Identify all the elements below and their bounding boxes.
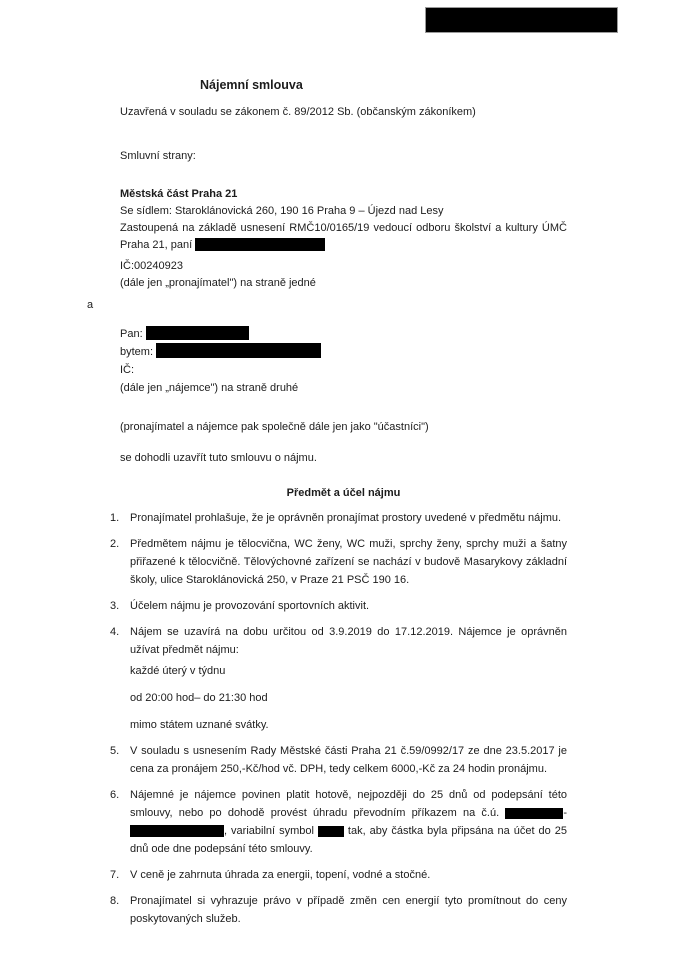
- tenant-name-label: Pan:: [120, 328, 143, 340]
- item-text-segment: tak, aby částka byla připsána na účet do 25 dnů ode dne podepsání této smlouvy.: [130, 825, 567, 855]
- contract-item-4: [110, 623, 567, 734]
- landlord-name: Městská část Praha 21: [120, 188, 238, 200]
- landlord-ic: IČ:00240923: [120, 260, 183, 272]
- item-text: Účelem nájmu je provozování sportovních aktivit.: [130, 600, 370, 612]
- contract-content: [87, 0, 567, 936]
- rental-schedule-day: každé úterý v týdnu: [130, 665, 226, 677]
- landlord-represented-text: Zastoupená na základě usnesení RMČ10/0165/19 vedoucí odboru školství a kultury ÚMČ Praha 21, paní: [120, 222, 567, 251]
- contract-item-5: [110, 742, 567, 778]
- item-text-segment: , variabilní symbol: [224, 825, 318, 837]
- item-number: 3.: [110, 600, 120, 612]
- tenant-ic-label: IČ:: [120, 364, 135, 376]
- document-subtitle: Uzavřená v souladu se zákonem č. 89/2012 Sb. (občanským zákoníkem): [120, 106, 476, 118]
- item-number: 5.: [110, 745, 120, 757]
- tenant-alias: (dále jen „nájemce") na straně druhé: [120, 382, 299, 394]
- rental-schedule-time: od 20:00 hod– do 21:30 hod: [130, 692, 268, 704]
- contract-item-8: [110, 892, 567, 928]
- section-heading: Předmět a účel nájmu: [286, 487, 401, 499]
- contract-item-1: [110, 509, 567, 527]
- agreement-clause: se dohodli uzavřít tuto smlouvu o nájmu.: [120, 452, 317, 464]
- item-body: [130, 786, 567, 858]
- contract-item-2: [110, 535, 567, 589]
- tenant-address-redaction-bar: [156, 343, 321, 358]
- document-title: Nájemní smlouva: [200, 78, 303, 92]
- tenant-name-line: [120, 325, 567, 343]
- item-number: 2.: [110, 538, 120, 550]
- contract-items: [110, 509, 567, 928]
- item-number: 8.: [110, 895, 120, 907]
- landlord-seat: Se sídlem: Staroklánovická 260, 190 16 Praha 9 – Újezd nad Lesy: [120, 205, 444, 217]
- item-text-segment: Nájemné je nájemce povinen platit hotově, nejpozději do 25 dnů od podepsání této smlouvy, nebo po dohodě provést úhradu převodním příkazem na č.ú.: [130, 789, 567, 819]
- tenant-name-redaction-bar: [146, 326, 249, 340]
- tenant-address-label: bytem:: [120, 346, 154, 358]
- rental-schedule-holidays: mimo státem uznané svátky.: [130, 719, 269, 731]
- contract-item-7: [110, 866, 567, 884]
- joint-parties-clause: (pronajímatel a nájemce pak společně dále jen jako "účastníci"): [120, 421, 429, 433]
- item-text: V ceně je zahrnuta úhrada za energii, topení, vodné a stočné.: [130, 869, 431, 881]
- landlord-represented: [120, 220, 567, 254]
- variable-symbol-redaction-bar: [318, 826, 344, 837]
- tenant-block: [120, 325, 567, 397]
- tenant-address-line: [120, 343, 567, 361]
- item-text: Předmětem nájmu je tělocvična, WC ženy, WC muži, sprchy ženy, sprchy muži a šatny přiřazené k tělocvičně. Tělovýchovné zařízení se nachází v budově Masarykovy základní školy, ulice Staroklánovická 250, v Praze 21 PSČ 190 16.: [130, 538, 567, 586]
- item-text: Pronajímatel prohlašuje, že je oprávněn pronajímat prostory uvedené v předmětu nájmu.: [130, 512, 562, 524]
- item-number: 6.: [110, 789, 120, 801]
- item-number: 4.: [110, 626, 120, 638]
- account-number-redaction-bar-2: [130, 825, 224, 837]
- representative-name-redaction-bar: [195, 238, 325, 251]
- landlord-block: [120, 186, 567, 292]
- parties-label: Smluvní strany:: [120, 150, 196, 162]
- account-number-redaction-bar-1: [505, 808, 563, 819]
- conjunction-a: a: [87, 299, 94, 311]
- contract-item-6: [110, 786, 567, 858]
- contract-item-3: [110, 597, 567, 615]
- item-number: 1.: [110, 512, 120, 524]
- item-text: Nájem se uzavírá na dobu určitou od 3.9.2019 do 17.12.2019. Nájemce je oprávněn užívat předmět nájmu:: [130, 626, 567, 656]
- item-text-dash: -: [563, 807, 567, 819]
- landlord-alias: (dále jen „pronajímatel") na straně jedné: [120, 277, 316, 289]
- item-text: Pronajímatel si vyhrazuje právo v případě změn cen energií tyto promítnout do ceny poskytovaných služeb.: [130, 895, 567, 925]
- item-number: 7.: [110, 869, 120, 881]
- item-text: V souladu s usnesením Rady Městské části Praha 21 č.59/0992/17 ze dne 23.5.2017 je cena za pronájem 250,-Kč/hod vč. DPH, tedy celkem 6000,-Kč za 24 hodin pronájmu.: [130, 745, 567, 775]
- item-body: [130, 623, 567, 734]
